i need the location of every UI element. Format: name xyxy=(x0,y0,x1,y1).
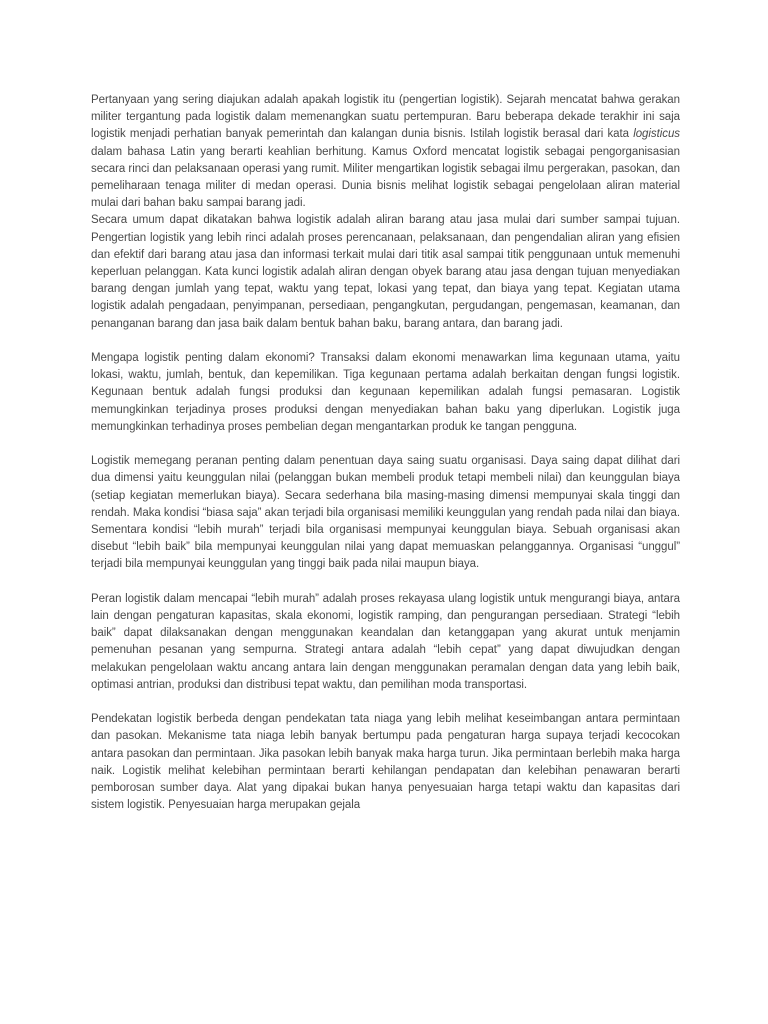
paragraph-text: Pertanyaan yang sering diajukan adalah apakah logistik itu (pengertian logistik). Sejarah mencatat bahwa gerakan militer tergantung pada logistik dalam memenangkan suatu pertempuran. Baru beberapa dekade terakhir ini saja logistik menjadi perhatian banyak pemerintah dan kalangan dunia bisnis. Istilah logistik berasal dari kata xyxy=(91,94,680,141)
paragraph-pengertian-logistik xyxy=(91,92,680,212)
italic-term-logisticus: logisticus xyxy=(633,128,680,141)
paragraph-definisi-umum: Secara umum dapat dikatakan bahwa logistik adalah aliran barang atau jasa mulai dari sumber sampai tujuan. Pengertian logistik yang lebih rinci adalah proses perencanaan, pelaksanaan, dan pengendalian aliran yang efisien dan efektif dari barang atau jasa dan informasi terkait mulai dari titik asal sampai titik penggunaan untuk memenuhi keperluan pelanggan. Kata kunci logistik adalah aliran dengan obyek barang atau jasa dengan tujuan menyediakan barang dengan jumlah yang tepat, waktu yang tepat, lokasi yang tepat, dan biaya yang tepat. Kegiatan utama logistik adalah pengadaan, penyimpanan, persediaan, pengangkutan, pergudangan, pengemasan, keamanan, dan penanganan barang dan jasa baik dalam bentuk bahan baku, barang antara, dan barang jadi. xyxy=(91,214,680,330)
paragraph-text: dalam bahasa Latin yang berarti keahlian berhitung. Kamus Oxford mencatat logistik sebagai pengorganisasian secara rinci dan pelaksanaan operasi yang rumit. Militer mengartikan logistik sebagai ilmu pergerakan, pasokan, dan pemeliharaan tenaga militer di medan operasi. Dunia bisnis melihat logistik sebagai pengelolaan aliran material mulai dari bahan baku sampai barang jadi. xyxy=(91,145,680,210)
paragraph-logistik-dalam-ekonomi: Mengapa logistik penting dalam ekonomi? Transaksi dalam ekonomi menawarkan lima kegunaan utama, yaitu lokasi, waktu, jumlah, bentuk, dan kepemilikan. Tiga kegunaan pertama adalah berkaitan dengan fungsi logistik. Kegunaan bentuk adalah fungsi produksi dan kegunaan kepemilikan adalah fungsi pemasaran. Logistik memungkinkan terjadinya proses produksi dengan menyediakan bahan baku yang diperlukan. Logistik juga memungkinkan terhadinya proses pembelian degan mengantarkan produk ke tangan pengguna. xyxy=(91,352,680,433)
paragraph-peran-logistik: Peran logistik dalam mencapai “lebih murah” adalah proses rekayasa ulang logistik untuk mengurangi biaya, antara lain dengan pengaturan kapasitas, skala ekonomi, logistik ramping, dan pengurangan persediaan. Strategi “lebih baik” dapat dilaksanakan dengan menggunakan keandalan dan ketanggapan yang akurat untuk menjamin pemenuhan pesanan yang sempurna. Strategi antara adalah “lebih cepat” yang dapat diwujudkan dengan melakukan pengelolaan waktu ancang antara lain dengan menggunakan peramalan dengan data yang lebih baik, optimasi antrian, produksi dan distribusi tepat waktu, dan pemilihan moda transportasi. xyxy=(91,592,680,691)
paragraph-pendekatan-logistik: Pendekatan logistik berbeda dengan pendekatan tata niaga yang lebih melihat keseimbangan antara permintaan dan pasokan. Mekanisme tata niaga lebih banyak bertumpu pada pengaturan harga supaya terjadi kecocokan antara pasokan dan permintaan. Jika pasokan lebih banyak maka harga turun. Jika permintaan berlebih maka harga naik. Logistik melihat kelebihan permintaan berarti kehilangan pendapatan dan kelebihan penawaran berarti pemborosan sumber daya. Alat yang dipakai bukan hanya penyesuaian harga tetapi waktu dan kapasitas dari sistem logistik. Penyesuaian harga merupakan gejala xyxy=(91,713,680,812)
paragraph-daya-saing: Logistik memegang peranan penting dalam penentuan daya saing suatu organisasi. Daya saing dapat dilihat dari dua dimensi yaitu keunggulan nilai (pelanggan bukan membeli produk tetapi membeli nilai) dan keunggulan biaya (setiap kegiatan memerlukan biaya). Secara sederhana bila masing-masing dimensi mempunyai skala tinggi dan rendah. Maka kondisi “biasa saja” akan terjadi bila organisasi memiliki keunggulan yang rendah pada nilai dan biaya. Sementara kondisi “lebih murah” terjadi bila organisasi mempunyai keunggulan biaya. Sebuah organisasi akan disebut “lebih baik” bila mempunyai keunggulan nilai yang dapat memuaskan pelanggannya. Organisasi “unggul” terjadi bila mempunyai keunggulan yang tinggi baik pada nilai maupun biaya. xyxy=(91,455,680,571)
document-body xyxy=(91,92,680,814)
